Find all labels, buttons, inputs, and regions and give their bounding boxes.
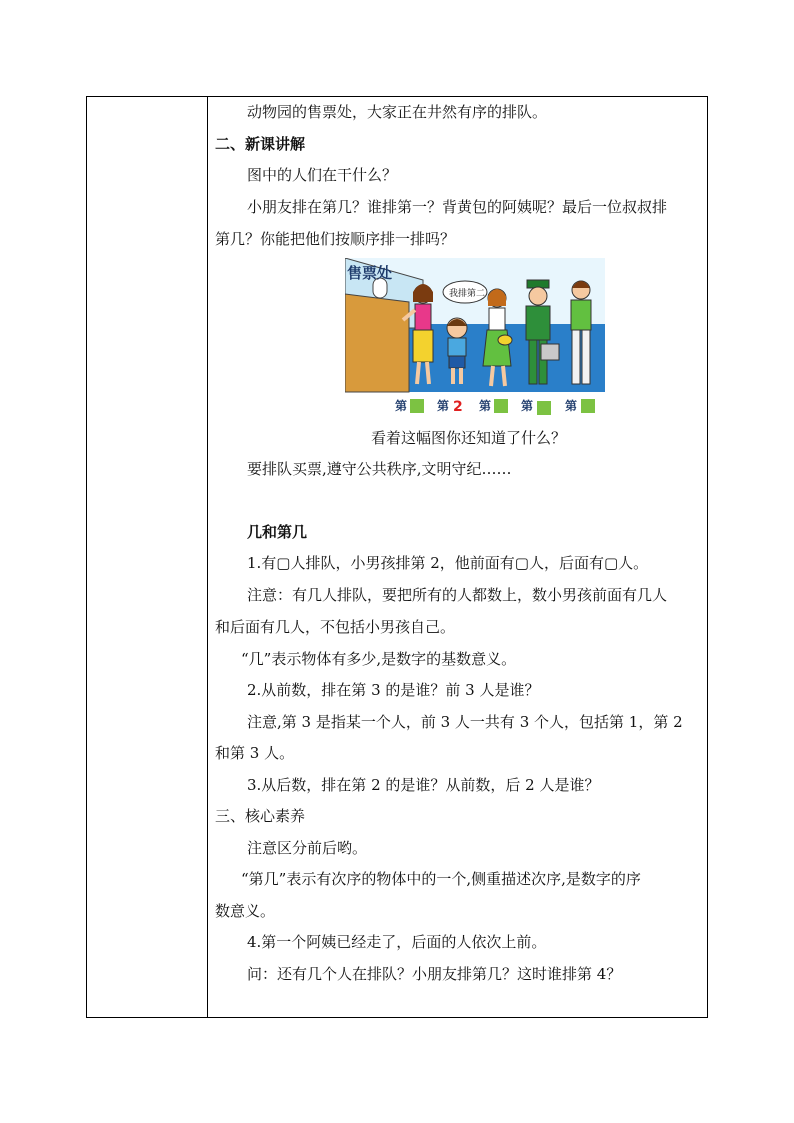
note-3: 注意区分前后哟。 (247, 839, 368, 857)
ordinal-label-5: 第 (565, 399, 578, 413)
ordinal-label-1: 第 (395, 399, 408, 413)
item-2: 2.从前数，排在第 3 的是谁？前 3 人是谁？ (247, 681, 540, 699)
filled-number: 2 (453, 399, 463, 415)
note-2-line2: 和第 3 人。 (215, 744, 295, 762)
question-order-line2: 第几？你能把他们按顺序排一排吗？ (215, 230, 456, 248)
table-column-divider (207, 96, 208, 1018)
intro-line: 动物园的售票处，大家正在井然有序的排队。 (247, 103, 548, 121)
speech-bubble (443, 281, 487, 303)
section2-heading: 二、新课讲解 (215, 135, 306, 153)
note-2-line1: 注意,第 3 是指某一个人，前 3 人一共有 3 个人，包括第 1，第 2 (247, 713, 683, 731)
note-1-line1: 注意：有几人排队，要把所有的人都数上，数小男孩前面有几人 (247, 586, 668, 604)
ordinal-label-4: 第 (521, 399, 534, 413)
answer-box-3 (494, 399, 508, 413)
ordinal-label-2: 第 (437, 399, 450, 413)
topic-title: 几和第几 (247, 523, 308, 541)
question-order-line1: 小朋友排在第几？谁排第一？背黄包的阿姨呢？最后一位叔叔排 (247, 198, 668, 216)
ordinal-label-3: 第 (479, 399, 492, 413)
diji-line2: 数意义。 (215, 902, 276, 920)
item-3: 3.从后数，排在第 2 的是谁？从前数，后 2 人是谁？ (247, 776, 600, 794)
booth-wall (345, 294, 409, 392)
question-what: 图中的人们在干什么？ (247, 166, 398, 184)
answer-queue: 要排队买票,遵守公共秩序,文明守纪…… (247, 460, 512, 478)
note-1-line2: 和后面有几人，不包括小男孩自己。 (215, 618, 456, 636)
queue-illustration (345, 258, 605, 418)
speech-text: 我排第二 (449, 289, 486, 299)
ji-meaning: “几”表示物体有多少,是数字的基数意义。 (241, 650, 517, 668)
answer-box-5 (581, 399, 595, 413)
ordinal-row (395, 398, 595, 415)
question-4: 问：还有几个人在排队？小朋友排第几？这时谁排第 4？ (247, 965, 622, 983)
question-know: 看着这幅图你还知道了什么？ (371, 429, 567, 447)
diji-line1: “第几”表示有次序的物体中的一个,侧重描述次序,是数字的序 (241, 870, 641, 888)
answer-box-1 (410, 399, 424, 413)
booth-sign: 售票处 (347, 264, 393, 282)
section3-heading: 三、核心素养 (215, 807, 306, 825)
answer-box-4 (537, 401, 551, 415)
item-1: 1.有▢人排队，小男孩排第 2，他前面有▢人，后面有▢人。 (247, 554, 649, 572)
item-4: 4.第一个阿姨已经走了，后面的人依次上前。 (247, 933, 547, 951)
